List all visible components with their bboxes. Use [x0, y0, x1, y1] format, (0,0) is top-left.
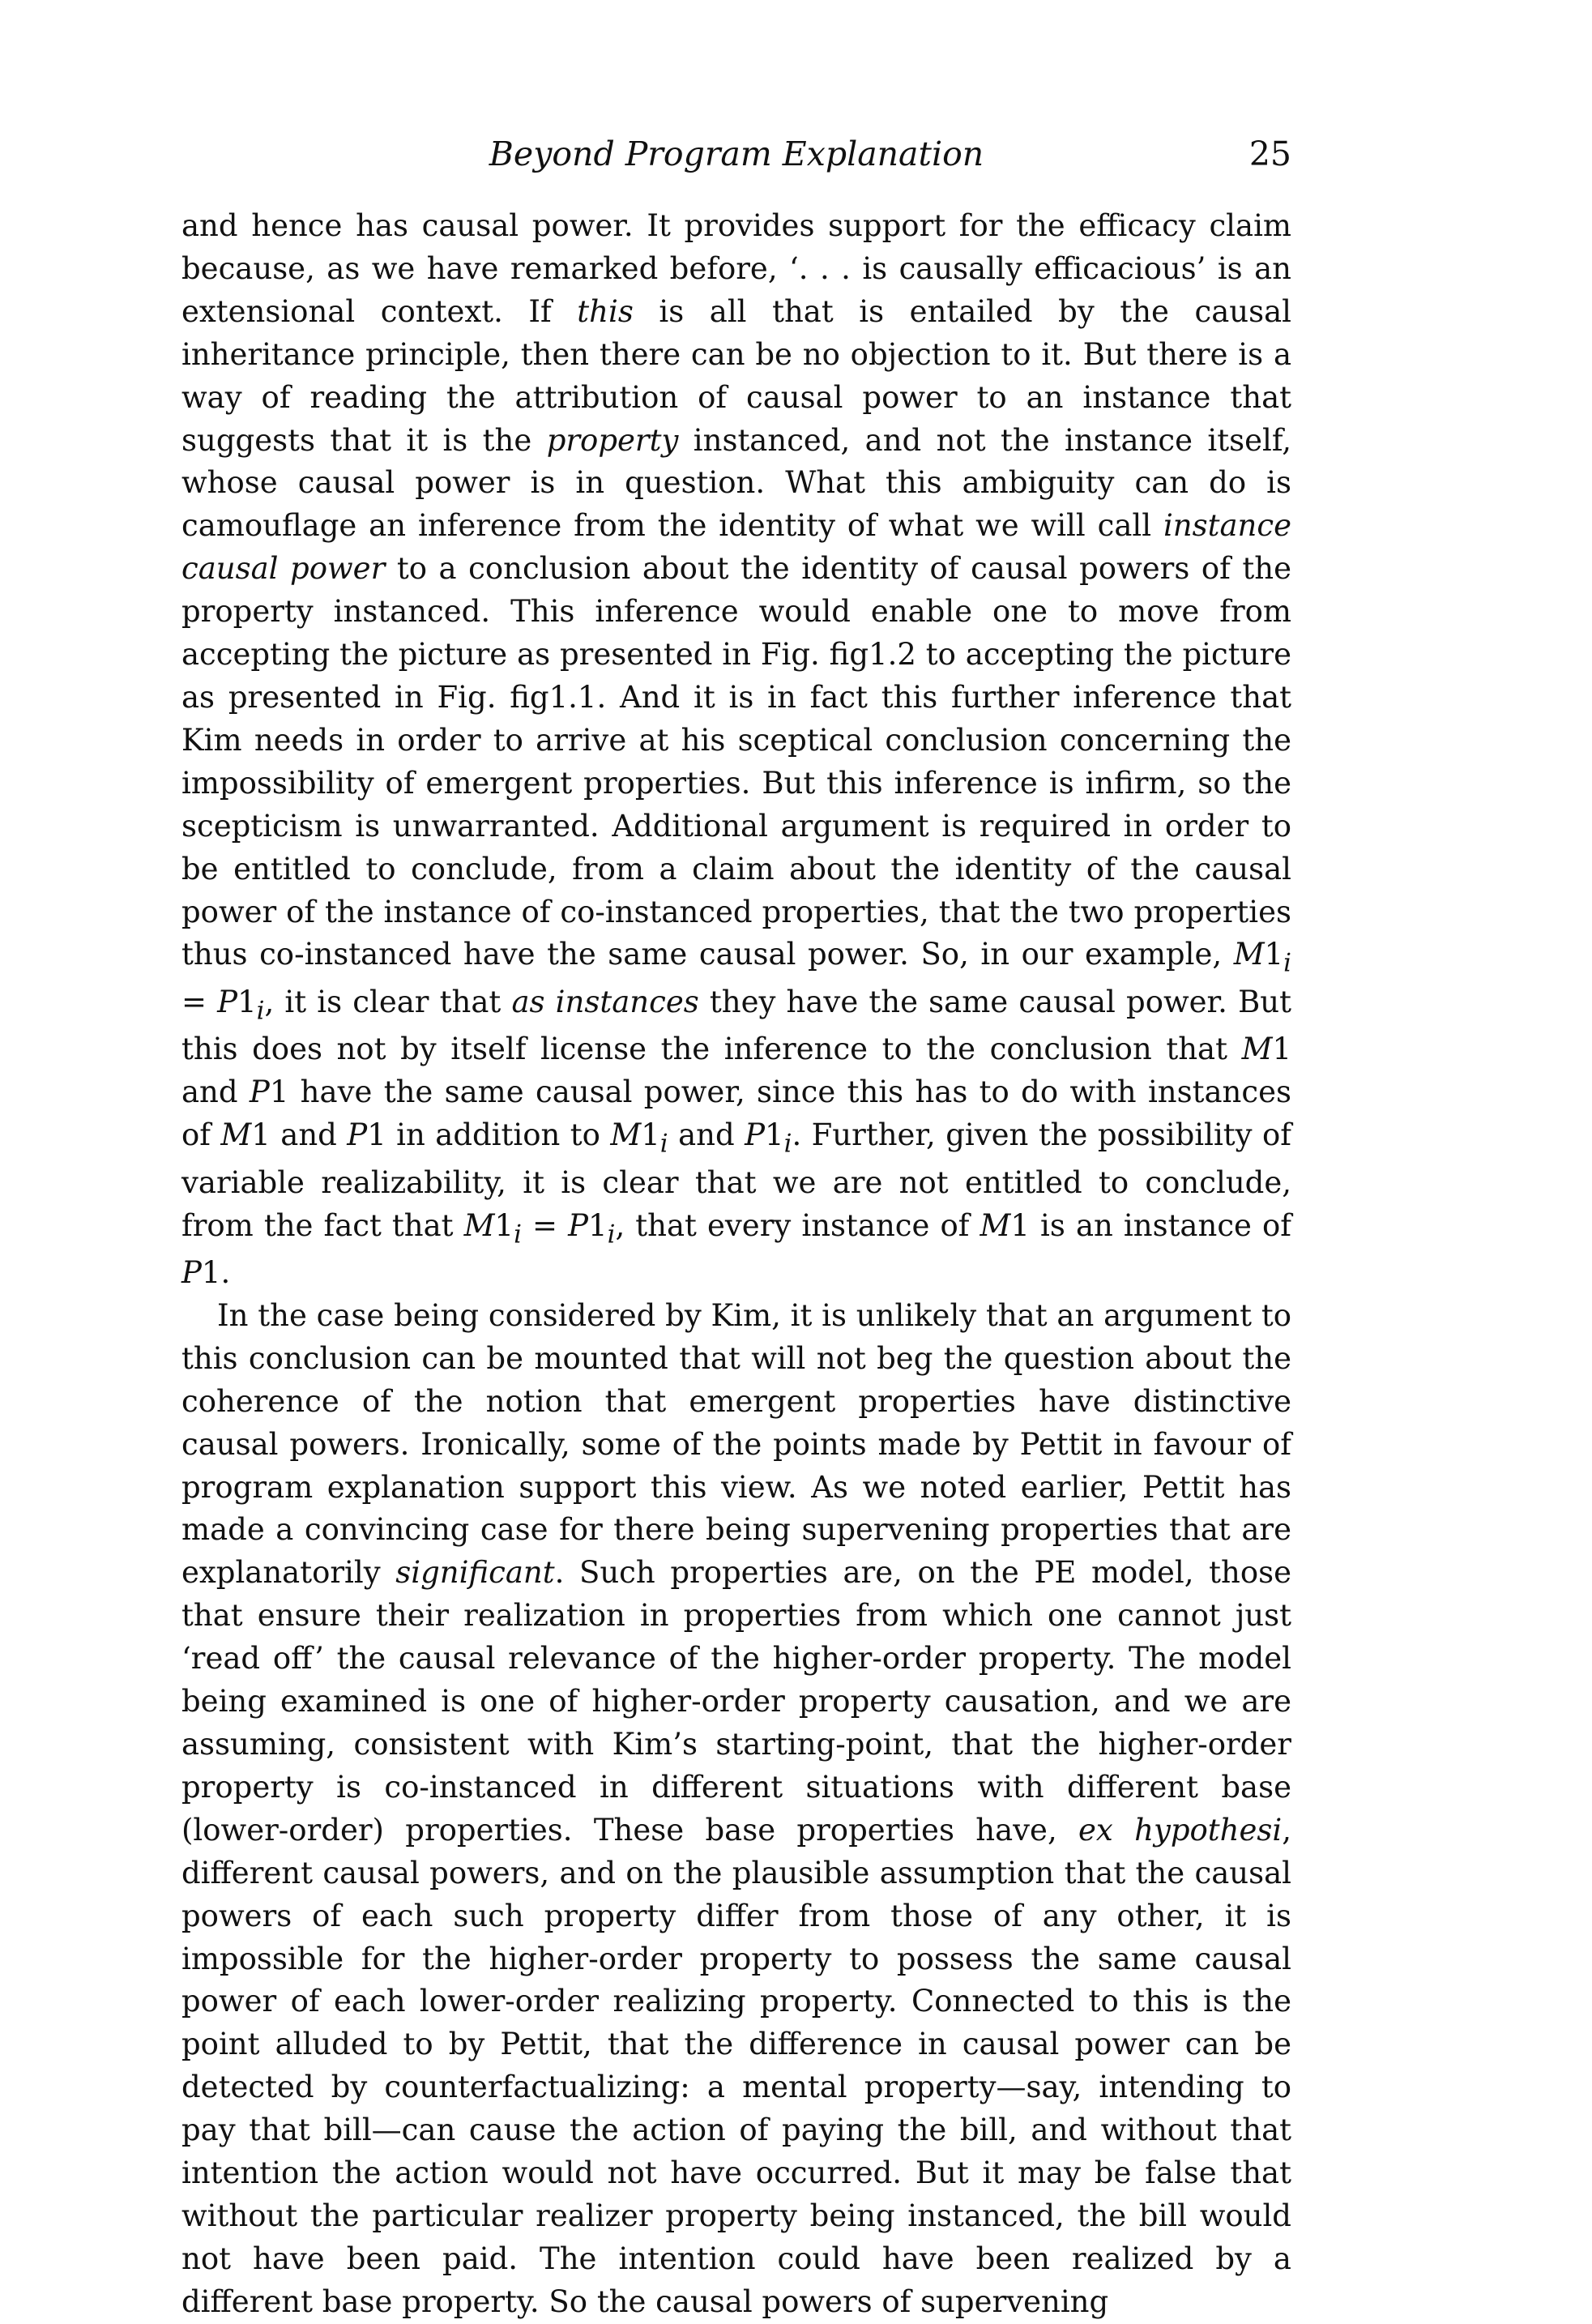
italic-text: property — [546, 422, 679, 458]
paragraph-1 — [181, 205, 1291, 1295]
text-run: 1 — [494, 1207, 514, 1243]
text-run: . Further, given the possibility of variable realizability, it is clear that we are not entitled to conclude, from the fact that — [181, 1117, 1291, 1243]
text-run: 1 — [1264, 937, 1284, 972]
text-run: and hence has causal power. It provides support for the efficacy claim because, as we have remarked before, ‘. . . is causally efficacious’ is an extensional context. If — [181, 208, 1291, 329]
text-run: to a conclusion about the identity of causal powers of the property instanced. This inference would enable one to move from accepting the picture as presented in Fig. fig1.2 to accepting the picture as presented in Fig. fig1.1. And it is in fact this further inference that Kim needs in order to arrive at his sceptical conclusion concerning the impossibility of emergent properties. But this inference is infirm, so the scepticism is unwarranted. Additional argument is required in order to be entitled to conclude, from a claim about the identity of the causal power of the instance of co-instanced properties, that the two properties thus co-instanced have the same causal power. So, in our example, — [181, 551, 1291, 972]
italic-text: this — [577, 293, 634, 329]
math-subscript: i — [607, 1219, 616, 1249]
math-variable: P — [217, 984, 238, 1019]
text-run: = — [181, 984, 218, 1019]
running-title: Beyond Program Explanation — [489, 135, 984, 173]
math-variable: M — [1233, 937, 1265, 972]
text-run: 1 is an instance of — [1010, 1207, 1291, 1243]
text-run: In the case being considered by Kim, it is unlikely that an argument to this conclusion can be mounted that will not beg the question about the coherence of the notion that emergent properties have distinctive causal powers. Ironically, some of the points made by Pettit in favour of program explanation support this view. As we noted earlier, Pettit has made a convincing case for there being supervening properties that are explanatorily — [181, 1297, 1291, 1591]
text-run: 1 and — [251, 1117, 348, 1153]
math-variable: P — [745, 1117, 766, 1153]
text-run: , different causal powers, and on the plausible assumption that the causal powers of each such property differ from those of any other, it is impossible for the higher-order property to possess the same causal power of each lower-order realizing property. Connected to this is the point alluded to by Pettit, that the difference in causal power can be detected by counterfactualizing: a mental property—say, intending to pay that bill—can cause the action of paying the bill, and without that intention the action would not have occurred. But it may be false that without the particular realizer property being instanced, the bill would not have been paid. The intention could have been realized by a different base property. So the causal powers of supervening — [181, 1812, 1291, 2319]
text-run: , that every instance of — [615, 1207, 980, 1243]
math-variable: M — [980, 1207, 1011, 1243]
math-variable: P — [181, 1255, 202, 1290]
text-run: they have the same causal power. But this does not by itself license the inference to the conclusion that — [181, 984, 1291, 1067]
math-variable: M — [463, 1207, 495, 1243]
math-variable: M — [610, 1117, 642, 1153]
text-run: 1 — [588, 1207, 608, 1243]
math-subscript: i — [256, 996, 265, 1026]
math-subscript: i — [783, 1129, 792, 1159]
text-run: 1 — [237, 984, 257, 1019]
math-variable: P — [347, 1117, 368, 1153]
math-subscript: i — [659, 1129, 668, 1159]
text-run: 1. — [201, 1255, 231, 1290]
running-header — [181, 130, 1291, 178]
math-subscript: i — [1283, 948, 1291, 978]
text-run: = — [521, 1207, 569, 1243]
math-variable: P — [249, 1074, 270, 1110]
page-number: 25 — [1248, 135, 1291, 173]
italic-text: instance causal power — [181, 508, 1291, 587]
text-run: . Such properties are, on the PE model, those that ensure their realization in properties from which one cannot just ‘read off’ the causal relevance of the higher-order property. The model being examined is one of higher-order property causation, and we are assuming, consistent with Kim’s starting-point, that the higher-order property is co-instanced in different situations with different base (lower-order) properties. These base properties have, — [181, 1555, 1291, 1848]
math-variable: M — [1241, 1032, 1273, 1067]
text-run: , it is clear that — [264, 984, 512, 1019]
paragraph-2 — [181, 1295, 1291, 2324]
text-run: 1 — [641, 1117, 660, 1153]
text-run: 1 in addition to — [367, 1117, 611, 1153]
text-run: and — [668, 1117, 745, 1153]
math-variable: P — [568, 1207, 589, 1243]
text-run: 1 and — [181, 1032, 1291, 1110]
math-variable: M — [220, 1117, 252, 1153]
text-run: 1 — [765, 1117, 784, 1153]
italic-text: significant — [395, 1555, 555, 1591]
math-subscript: i — [514, 1219, 522, 1249]
text-run: instanced, and not the instance itself, whose causal power is in question. What this ambiguity can do is camouflage an inference from the identity of what we will call — [181, 422, 1291, 544]
text-run: 1 have the same causal power, since this has to do with instances of — [181, 1074, 1291, 1153]
text-run: is all that is entailed by the causal inheritance principle, then there can be no objection to it. But there is a way of reading the attribution of causal power to an instance that suggests that it is the — [181, 293, 1291, 458]
italic-text: as instances — [511, 984, 699, 1019]
italic-text: ex hypothesi — [1078, 1812, 1283, 1848]
body-text — [181, 205, 1291, 2324]
